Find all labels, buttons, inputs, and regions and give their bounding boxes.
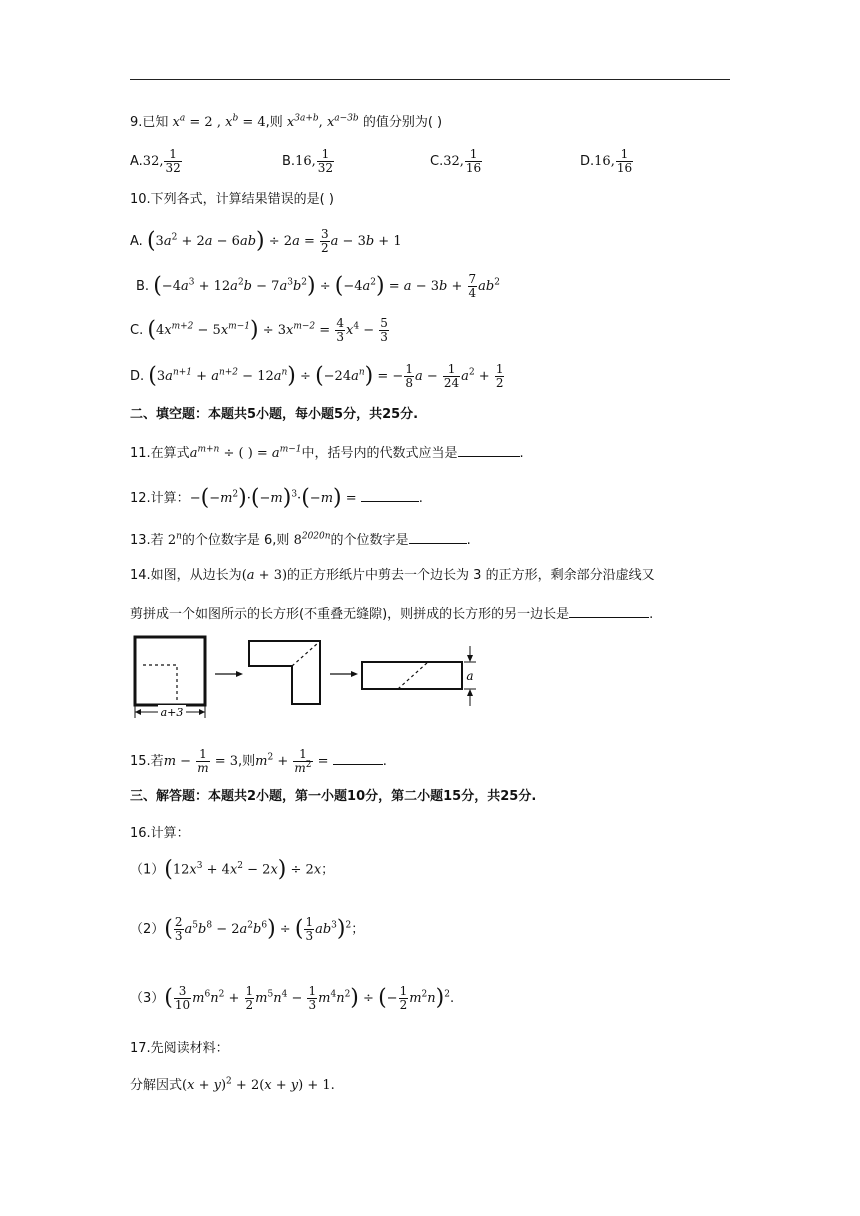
q14-line1: 14.如图，从边长为(a + 3)的正方形纸片中剪去一个边长为 3 的正方形，剩余部分沿虚线又 [130, 568, 655, 583]
q10-option-a: A. $(3a^2 + 2a - 6ab) \div 2a$ = $\frac{3}{2}$ a − 3b + 1 [130, 227, 402, 255]
answer-blank[interactable] [361, 488, 419, 502]
q9-option-c: C.32, $\frac{1}{16}$ [430, 147, 482, 175]
q16-part1: $(1)(12x^3 + 4x^2 - 2x) \div 2x$； [130, 857, 335, 882]
answer-blank[interactable] [569, 604, 649, 618]
q10-option-b: B. $(-4a^3 + 12a^2b - 7a^3b^2) \div (-4a^2) = a - 3b$ + $\frac{7}{4}$ $ab^2$ [136, 272, 500, 300]
q14-figure [130, 632, 480, 722]
q16-part2: （2）( $\frac{2}{3}$ $a^5b^8 - 2a^2b^6$) ÷ ( $\frac{1}{3}$ $ab^3)^2$； [130, 915, 365, 943]
section-3-heading: 三、解答题：本题共2小题，第一小题10分，第二小题15分，共25分. [130, 789, 537, 804]
result-rectangle [362, 662, 462, 689]
q16-part3: （3）( $\frac{3}{10}$ $m^6n^2$ + $\frac{1}{2}$ $m^5n^4$ − $\frac{1}{3}$ $m^4n^2$) ÷ (− $\frac{1}{2}$ $m^2n)^2$. [130, 984, 455, 1012]
l-shape [249, 641, 320, 704]
q9-option-d: D.16, $\frac{1}{16}$ [580, 147, 633, 175]
label-a: a [466, 669, 474, 683]
q15: 15.若m − $\frac{1}{m}$ = 3,则$m^2$ + $\frac{1}{m^2}$ = . [130, 747, 387, 775]
label-a-plus-3: a+3 [160, 706, 184, 719]
cut-line [143, 665, 177, 700]
q10-option-c: C. $(4x^{m+2} - 5x^{m-1}) \div 3x^{m-2}$ = $\frac{4}{3}$ $x^4$ − $\frac{5}{3}$ [130, 316, 388, 344]
square-outline [135, 637, 205, 705]
rectangle-seam [398, 662, 428, 689]
q17-line: 分解因式$(x + y)^2 + 2(x + y) + 1$. [130, 1076, 335, 1093]
header-rule [130, 79, 730, 80]
q10-stem: 10.下列各式，计算结果错误的是( ) [130, 192, 334, 207]
answer-blank[interactable] [409, 530, 467, 544]
l-shape-cut [292, 643, 318, 666]
q16-title: 16.计算： [130, 826, 190, 841]
q12: 12.计算：$-(-m^2)\cdot(-m)^3\cdot(-m)$ = . [130, 485, 423, 511]
q9-stem: 9.已知 $x^a = 2$ , $x^b = 4$,则 $x^{3a+b}$, $x^{a-3b}$ 的值分别为( ) [130, 113, 443, 130]
q11: 11.在算式$a^{m+n}$ ÷ ( ) = $a^{m-1}$中，括号内的代数式应当是 . [130, 444, 524, 461]
q9-option-b: B.16, $\frac{1}{32}$ [282, 147, 334, 175]
answer-blank[interactable] [458, 443, 520, 457]
q10-option-d: D. $(3a^{n+1} + a^{n+2} - 12a^n) \div (-24a^n)$ = − $\frac{1}{8}$ a − $\frac{1}{24}$ $a^2$ + $\frac{1}{2}$ [130, 362, 504, 390]
q17-title: 17.先阅读材料： [130, 1041, 229, 1056]
q14-line2: 剪拼成一个如图所示的长方形(不重叠无缝隙)，则拼成的长方形的另一边长是 . [130, 604, 653, 625]
section-2-heading: 二、填空题：本题共5小题，每小题5分，共25分. [130, 407, 419, 422]
q9-option-a: A.32, $\frac{1}{32}$ [130, 147, 181, 175]
q13: 13.若 2$^n$的个位数字是 6,则 $8^{2020n}$的个位数字是 . [130, 531, 471, 548]
answer-blank[interactable] [333, 751, 383, 765]
